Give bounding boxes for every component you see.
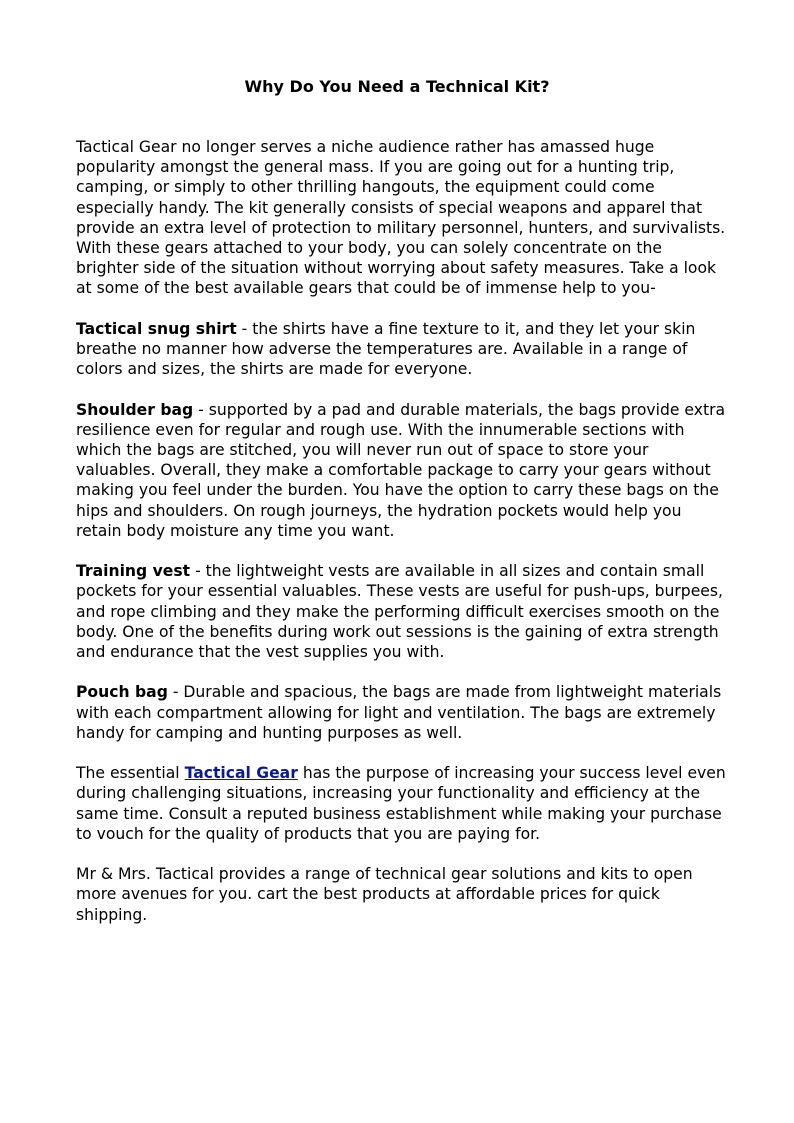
item-term: Training vest [76,562,191,581]
item-term: Tactical snug shirt [76,319,237,338]
final-paragraph: Mr & Mrs. Tactical provides a range of technical gear solutions and kits to open more avenues for you. cart the best products at affordable prices for quick shipping. [76,865,693,924]
page-title: Why Do You Need a Technical Kit? [244,77,550,96]
closing-text-after: has the purpose of increasing your success level even during challenging situations, increasing your functionality and efficiency at the same time. Consult a reputed business establishment while making your purchase to vouch for the quality of products that you are paying for. [76,764,726,843]
item-description: - supported by a pad and durable materials, the bags provide extra resilience even for regular and rough use. With the innumerable sections with which the bags are stitched, you will never run out of space to store your valuables. Overall, they make a comfortable package to carry your gears without making you feel under the burden. You have the option to carry these bags on the hips and shoulders. On rough journeys, the hydration pockets would help you retain body moisture any time you want. [76,400,726,540]
item-term: Pouch bag [76,683,168,702]
item-description: - the lightweight vests are available in all sizes and contain small pockets for your essential valuables. These vests are useful for push-ups, burpees, and rope climbing and they make the performing difficult exercises smooth on the body. One of the benefits during work out sessions is the gaining of extra strength and endurance that the vest supplies you with. [76,562,723,662]
item-paragraph-shirt [76,319,726,380]
item-description: - Durable and spacious, the bags are made from lightweight materials with each compartment allowing for light and ventilation. The bags are extremely handy for camping and hunting purposes as well. [76,683,722,742]
closing-paragraph [76,763,726,844]
item-paragraph-training-vest [76,561,726,662]
closing-text-before: The essential [76,764,185,783]
intro-paragraph: Tactical Gear no longer serves a niche audience rather has amassed huge popularity amongst the general mass. If you are going out for a hunting trip, camping, or simply to other thrilling hangouts, the equipment could come especially handy. The kit generally consists of special weapons and apparel that provide an extra level of protection to military personnel, hunters, and survivalists. With these gears attached to your body, you can solely concentrate on the brighter side of the situation without worrying about safety measures. Take a look at some of the best available gears that could be of immense help to you- [76,138,726,298]
tactical-gear-link[interactable]: Tactical Gear [184,764,298,783]
document-body [76,137,726,945]
item-paragraph-pouch-bag [76,682,726,743]
item-paragraph-shoulder-bag [76,400,726,541]
item-description: - the shirts have a fine texture to it, and they let your skin breathe no manner how adverse the temperatures are. Available in a range of colors and sizes, the shirts are made for everyone. [76,319,696,379]
item-term: Shoulder bag [76,400,194,419]
